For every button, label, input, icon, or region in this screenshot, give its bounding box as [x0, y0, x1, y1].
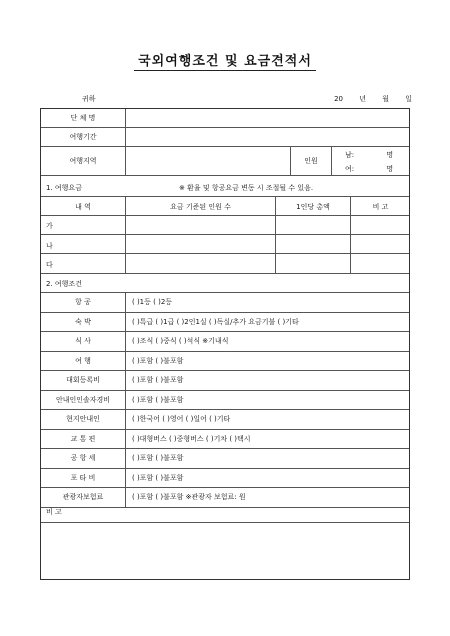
document-title: 국외여행조건 및 요금견적서 — [0, 50, 450, 71]
grid-line — [350, 196, 351, 273]
grid-line — [41, 146, 409, 147]
grid-line — [41, 253, 409, 254]
condition-label: 포 타 비 — [70, 473, 96, 482]
condition-options[interactable]: ( )한국어 ( )영어 ( )일어 ( )기타 — [132, 415, 231, 423]
grid-line — [41, 409, 409, 410]
grid-line — [41, 448, 409, 449]
group-name-label: 단 체 명 — [70, 114, 96, 122]
female-count[interactable]: 여: 명 — [345, 165, 394, 173]
period-field[interactable] — [126, 128, 410, 146]
condition-label: 여 행 — [75, 356, 91, 365]
grid-line — [290, 146, 291, 175]
recipient-label: 귀하 — [82, 95, 96, 103]
condition-label: 관광자보험료 — [62, 493, 104, 501]
region-label: 여행지역 — [69, 157, 97, 165]
fees-col-item: 내 역 — [75, 203, 91, 211]
male-count[interactable]: 남: 명 — [345, 151, 394, 159]
condition-label: 식 사 — [75, 337, 91, 345]
condition-options[interactable]: ( )포함 ( )불포함 — [132, 454, 184, 462]
fees-heading: 1. 여행요금 — [46, 184, 82, 192]
condition-options[interactable]: ( )특급 ( )1급 ( )2인1실 ( )독실/추가 요금기불 ( )기타 — [132, 317, 299, 326]
grid-line — [41, 215, 409, 216]
date-year: 20 — [334, 95, 343, 103]
fees-note: ※ 환율 및 항공요금 변동 시 조절될 수 있음. — [179, 184, 314, 192]
fees-col-total: 1인당 총액 — [296, 203, 330, 211]
condition-label: 교 통 편 — [70, 434, 96, 443]
condition-label: 대회등록비 — [66, 376, 100, 384]
fees-row-label: 나 — [46, 242, 53, 250]
condition-options[interactable]: ( )1등 ( )2등 — [132, 298, 173, 306]
remarks-label: 비 고 — [46, 508, 62, 516]
grid-line — [41, 351, 409, 352]
grid-line — [41, 468, 409, 469]
fees-row-label: 가 — [46, 222, 53, 230]
grid-line — [41, 507, 409, 508]
grid-line — [41, 273, 409, 274]
grid-line — [41, 370, 409, 371]
grid-line — [331, 146, 332, 175]
condition-label: 항 공 — [75, 298, 91, 306]
region-field[interactable] — [126, 147, 290, 175]
grid-line — [41, 522, 409, 523]
grid-line — [41, 487, 409, 488]
group-name-field[interactable] — [126, 109, 410, 127]
condition-label: 현지안내인 — [66, 415, 100, 423]
condition-options[interactable]: ( )포함 ( )불포함 — [132, 473, 184, 482]
period-label: 여행기간 — [69, 133, 97, 141]
grid-line — [125, 109, 126, 175]
date-line — [320, 94, 412, 104]
fees-col-basis: 요금 기준된 인원 수 — [170, 203, 231, 211]
remarks-field[interactable] — [41, 523, 410, 580]
condition-options[interactable]: ( )포함 ( )불포함 — [132, 376, 184, 384]
grid-line — [41, 390, 409, 391]
grid-line — [41, 292, 409, 293]
condition-label: 공 항 세 — [70, 454, 96, 462]
fees-col-remark: 비 고 — [372, 203, 389, 211]
condition-options[interactable]: ( )포함 ( )불포함 — [132, 356, 184, 365]
condition-options[interactable]: ( )포함 ( )불포함 ※관광자 보험료: 원 — [132, 493, 246, 501]
grid-line — [41, 127, 409, 128]
date-month-unit: 월 — [382, 95, 389, 103]
date-year-unit: 년 — [359, 95, 366, 103]
conditions-heading: 2. 여행조건 — [46, 280, 82, 288]
condition-options[interactable]: ( )포함 ( )불포함 — [132, 395, 184, 404]
grid-line — [41, 429, 409, 430]
grid-line — [275, 196, 276, 273]
people-label: 인원 — [304, 157, 318, 165]
quote-form — [40, 108, 410, 580]
grid-line — [41, 331, 409, 332]
grid-line — [41, 234, 409, 235]
grid-line — [125, 196, 126, 273]
condition-label: 숙 박 — [75, 317, 91, 326]
fees-row-label: 다 — [46, 261, 53, 269]
grid-line — [41, 312, 409, 313]
condition-label: 안내인인솔자경비 — [55, 395, 111, 404]
condition-options[interactable]: ( )대형버스 ( )중형버스 ( )기차 ( )택시 — [132, 434, 251, 443]
condition-options[interactable]: ( )조식 ( )중식 ( )석식 ※기내식 — [132, 337, 229, 345]
grid-line — [41, 196, 409, 197]
grid-line — [41, 175, 409, 176]
date-day-unit: 일 — [405, 95, 412, 103]
grid-line — [125, 292, 126, 507]
